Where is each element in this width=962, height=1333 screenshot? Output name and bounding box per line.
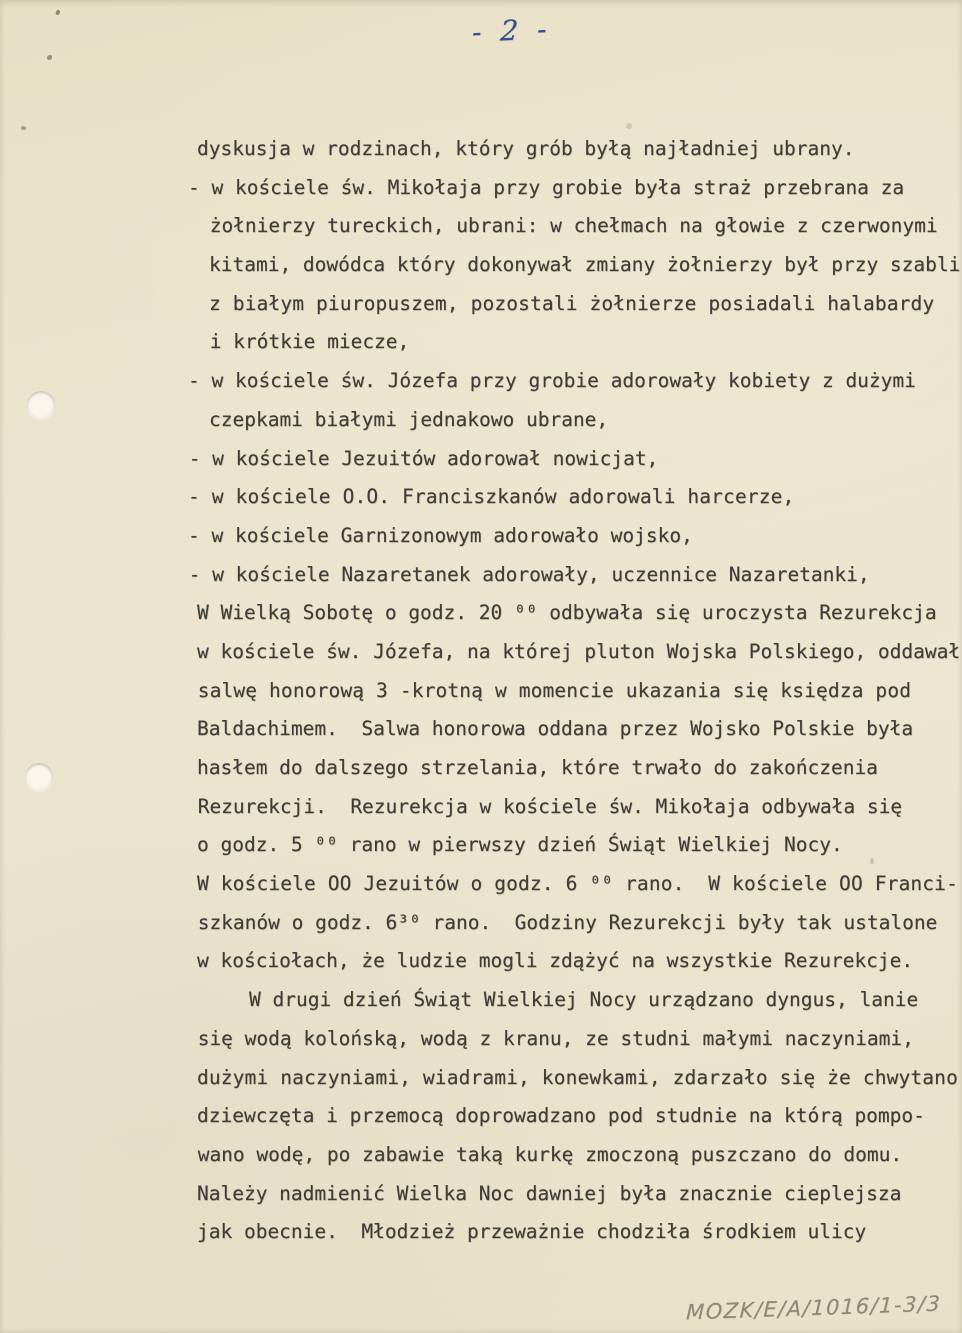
text-line: - w kościele św. Mikołaja przy grobie była straż przebrana za: [188, 175, 905, 199]
text-line: wano wodę, po zabawie taką kurkę zmoczoną puszczano do domu.: [197, 1142, 903, 1166]
paper-speck: [47, 55, 52, 60]
text-line: Należy nadmienić Wielka Noc dawniej była znacznie cieplejsza: [197, 1181, 902, 1205]
text-line: się wodą kolońską, wodą z kranu, ze studni małymi naczyniami,: [197, 1026, 914, 1050]
paper-speck: [870, 858, 874, 864]
paper-speck: [55, 9, 61, 15]
typewritten-text: [188, 130, 962, 1252]
text-line: żołnierzy tureckich, ubrani: w chełmach na głowie z czerwonymi: [209, 214, 938, 238]
text-line: i krótkie miecze,: [209, 330, 410, 354]
text-line: Baldachimem. Salwa honorowa oddana przez Wojsko Polskie była: [197, 717, 914, 741]
text-line: dużymi naczyniami, wiadrami, konewkami, zdarzało się że chwytano: [197, 1065, 958, 1089]
text-line: W kościele OO Jezuitów o godz. 6 ⁰⁰ rano. W kościele OO Franci-: [197, 872, 958, 896]
text-line: hasłem do dalszego strzelania, które trwało do zakończenia: [197, 756, 878, 779]
text-line: dziewczęta i przemocą doprowadzano pod studnie na którą pompo-: [197, 1104, 925, 1128]
text-line: czepkami białymi jednakowo ubrane,: [209, 407, 609, 431]
text-line: z białym piuropuszem, pozostali żołnierze posiadali halabardy: [209, 291, 935, 315]
text-line: - w kościele Jezuitów adorował nowicjat,: [188, 446, 659, 470]
text-line: salwę honorową 3 -krotną w momencie ukazania się księdza pod: [197, 678, 912, 702]
text-line: - w kościele Garnizonowym adorowało wojsko,: [188, 523, 693, 547]
punch-hole-top: [27, 391, 55, 419]
text-line: o godz. 5 ⁰⁰ rano w pierwszy dzień Świąt Wielkiej Nocy.: [197, 833, 843, 857]
text-line: jak obecnie. Młodzież przeważnie chodziła środkiem ulicy: [197, 1220, 867, 1244]
text-line: szkanów o godz. 6³⁰ rano. Godziny Rezurekcji były tak ustalone: [197, 910, 938, 934]
text-line: w kościele św. Józefa, na której pluton Wojska Polskiego, oddawał: [197, 639, 961, 663]
text-line: - w kościele Nazaretanek adorowały, uczennice Nazaretanki,: [188, 562, 870, 586]
text-line: w kościołach, że ludzie mogli zdążyć na wszystkie Rezurekcje.: [197, 949, 914, 973]
text-line: dyskusja w rodzinach, który grób byłą najładniej ubrany.: [197, 137, 855, 160]
text-line: W drugi dzień Świąt Wielkiej Nocy urządzano dyngus, lanie: [249, 988, 919, 1012]
paper-speck: [626, 123, 632, 129]
page-number-annotation: - 2 -: [471, 12, 553, 49]
paper-speck: [21, 126, 26, 130]
punch-hole-bottom: [25, 763, 53, 791]
text-line: - w kościele św. Józefa przy grobie adorowały kobiety z dużymi: [188, 369, 916, 393]
text-line: Rezurekcji. Rezurekcja w kościele św. Mikołaja odbywała się: [197, 794, 903, 818]
archive-signature: MOZK/E/A/1016/1-3/3: [685, 1291, 942, 1325]
text-line: - w kościele O.O. Franciszkanów adorowali harcerze,: [188, 485, 795, 509]
text-line: kitami, dowódca który dokonywał zmiany żołnierzy był przy szabli: [209, 253, 961, 277]
text-line: W Wielką Sobotę o godz. 20 ⁰⁰ odbywała się uroczysta Rezurekcja: [197, 601, 937, 625]
